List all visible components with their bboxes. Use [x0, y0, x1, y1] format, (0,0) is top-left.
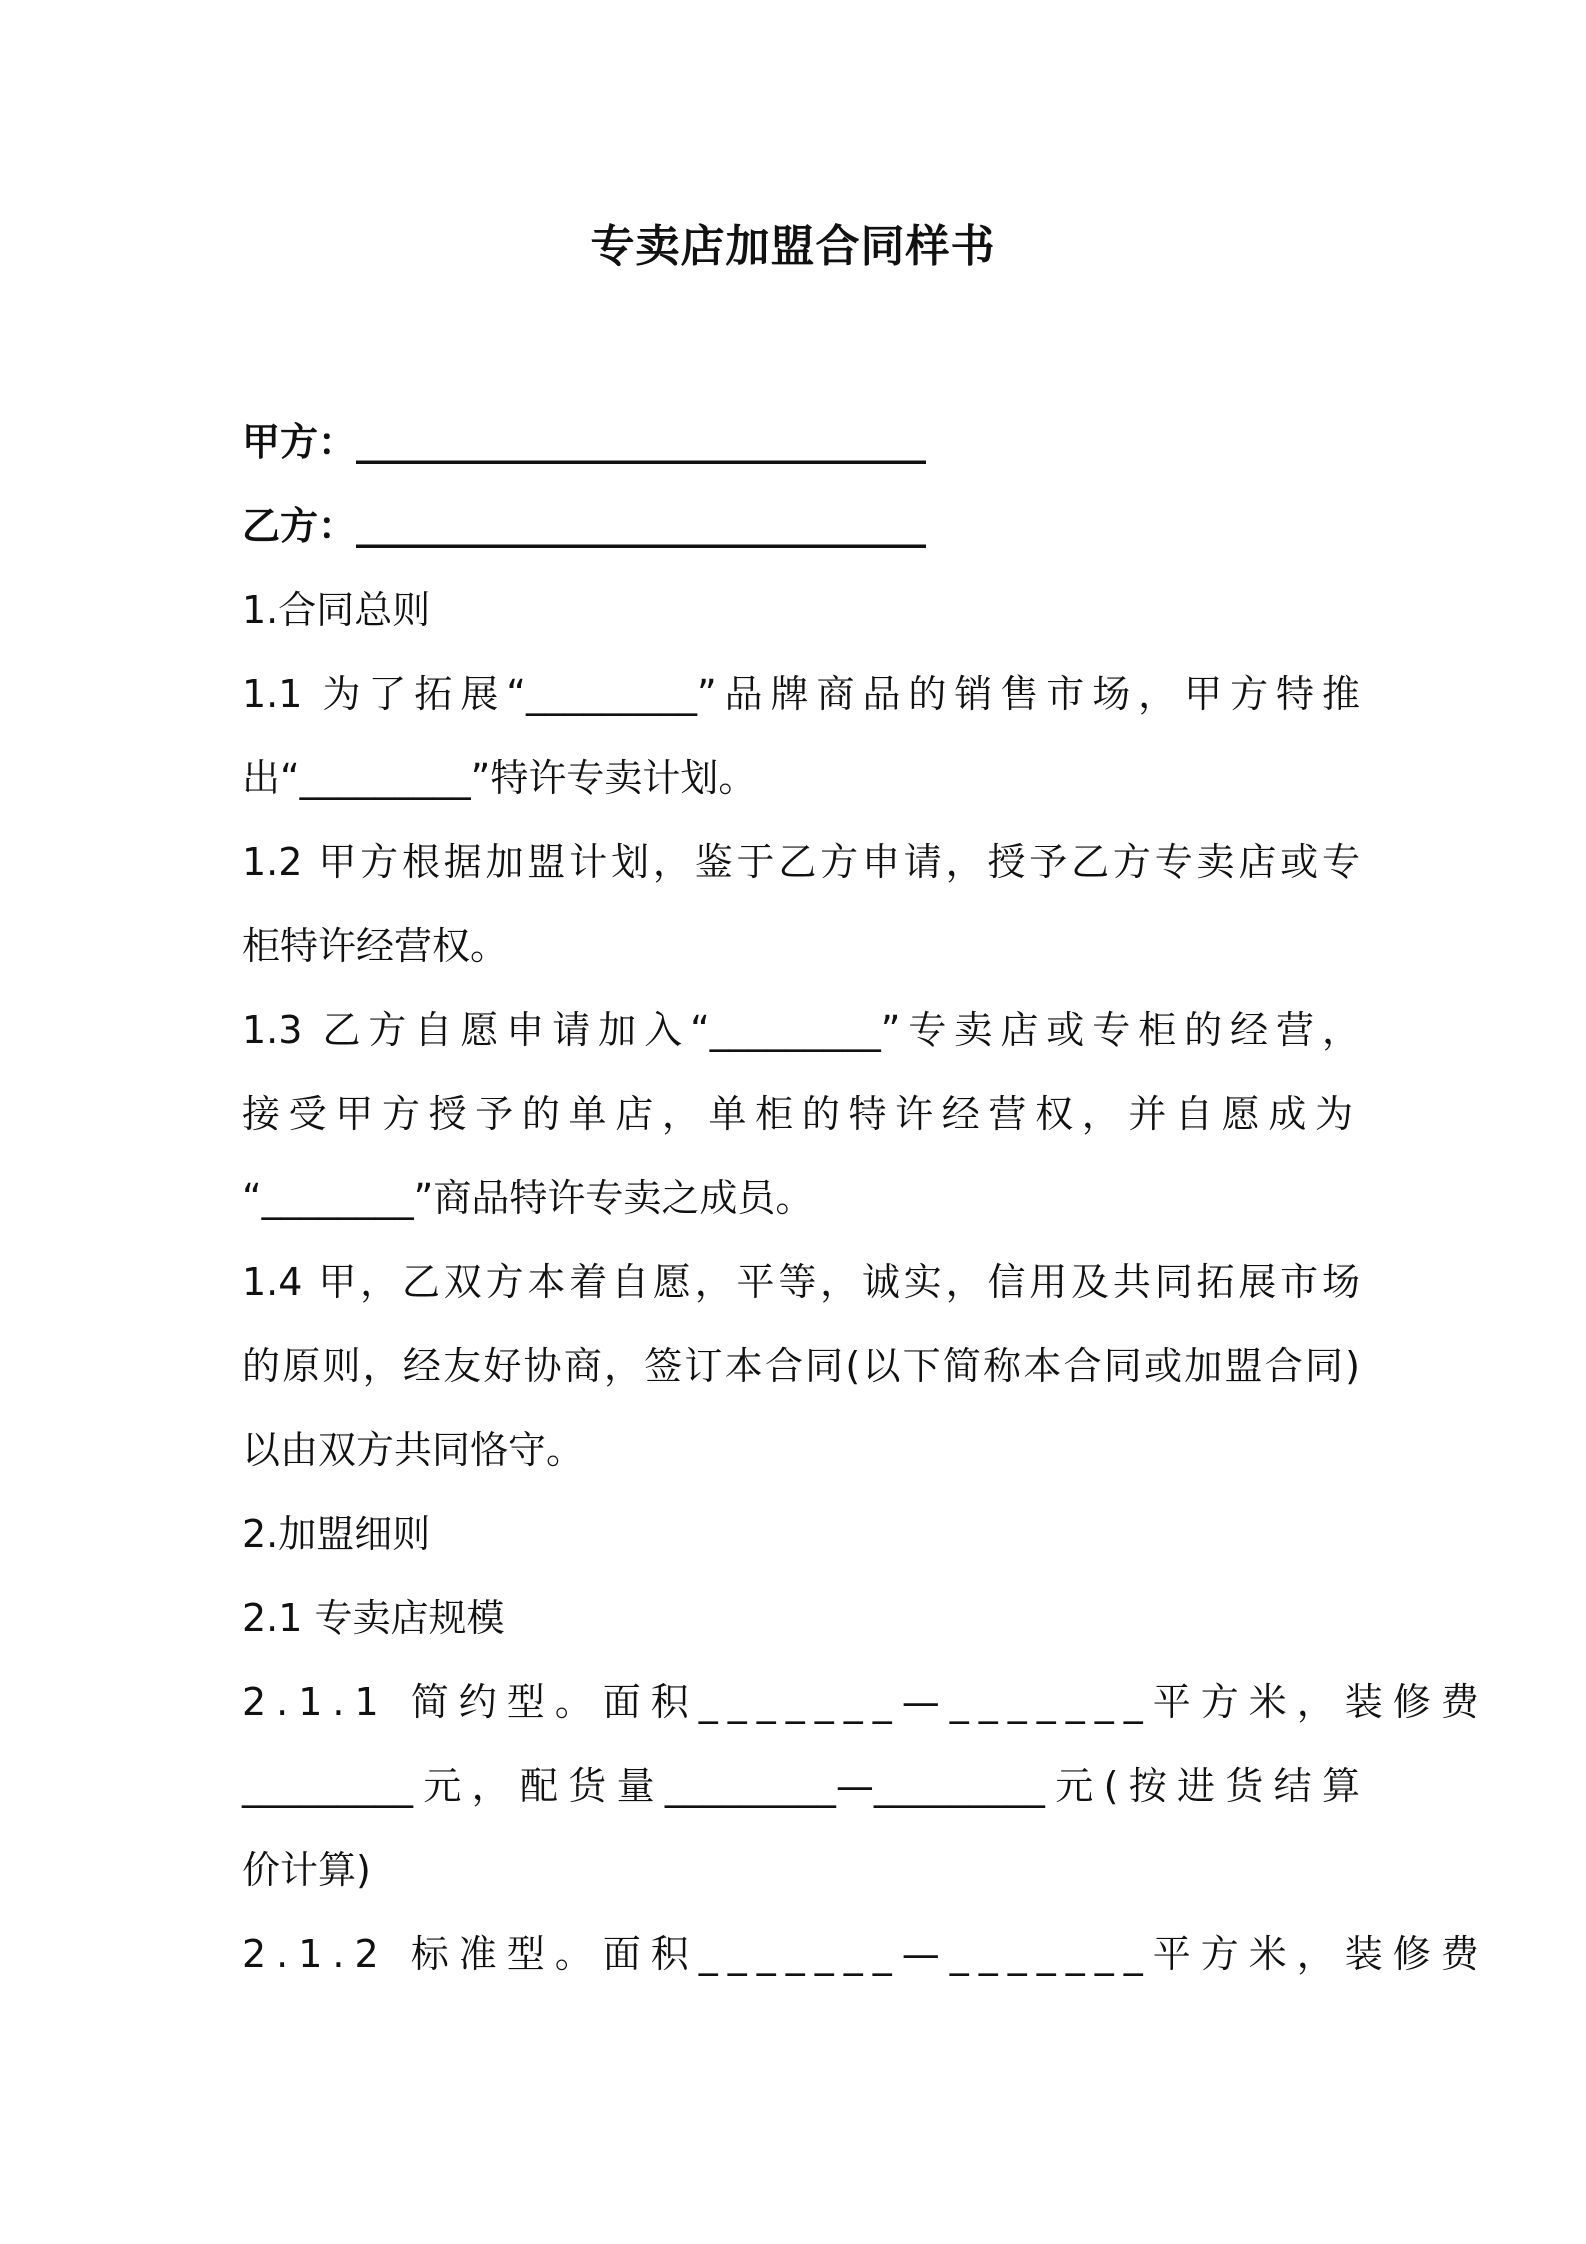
contract-body	[242, 400, 1489, 1996]
clause-2-1-1-line-3: 价计算)	[242, 1848, 371, 1892]
clause-1-2-line-2: 柜特许经营权。	[242, 924, 509, 968]
clause-1-3-line-3: “________”商品特许专卖之成员。	[242, 1176, 814, 1220]
clause-1-4-line-1: 1.4 甲，乙双方本着自愿，平等，诚实，信用及共同拓展市场	[242, 1260, 1360, 1304]
clause-2-1-2-line-1: 2.1.2 标准型。面积_______—_______平方米，装修费	[242, 1932, 1489, 1976]
party-a-line: 甲方：______________________________	[242, 420, 927, 464]
clause-1-4-line-2: 的原则，经友好协商，签订本合同(以下简称本合同或加盟合同)	[242, 1344, 1360, 1388]
clause-1-1-line-2: 出“_________”特许专卖计划。	[242, 756, 757, 800]
clause-2-1: 2.1 专卖店规模	[242, 1596, 505, 1640]
clause-1-3-line-2: 接受甲方授予的单店，单柜的特许经营权，并自愿成为	[242, 1092, 1360, 1136]
clause-1-2-line-1: 1.2 甲方根据加盟计划，鉴于乙方申请，授予乙方专卖店或专	[242, 840, 1360, 884]
page-title: 专卖店加盟合同样书	[590, 221, 996, 272]
clause-1-1-line-1: 1.1 为了拓展“_________”品牌商品的销售市场，甲方特推	[242, 672, 1360, 716]
clause-2-1-1-line-2: _________元，配货量_________—_________元(按进货结算	[242, 1764, 1360, 1808]
party-b-line: 乙方：______________________________	[242, 504, 927, 548]
clause-2-1-1-line-1: 2.1.1 简约型。面积_______—_______平方米，装修费	[242, 1680, 1489, 1724]
section-heading-1: 1.合同总则	[242, 588, 431, 632]
clause-1-4-line-3: 以由双方共同恪守。	[242, 1428, 585, 1472]
section-heading-2: 2.加盟细则	[242, 1512, 431, 1556]
clause-1-3-line-1: 1.3 乙方自愿申请加入“_________”专卖店或专柜的经营，	[242, 1008, 1360, 1052]
